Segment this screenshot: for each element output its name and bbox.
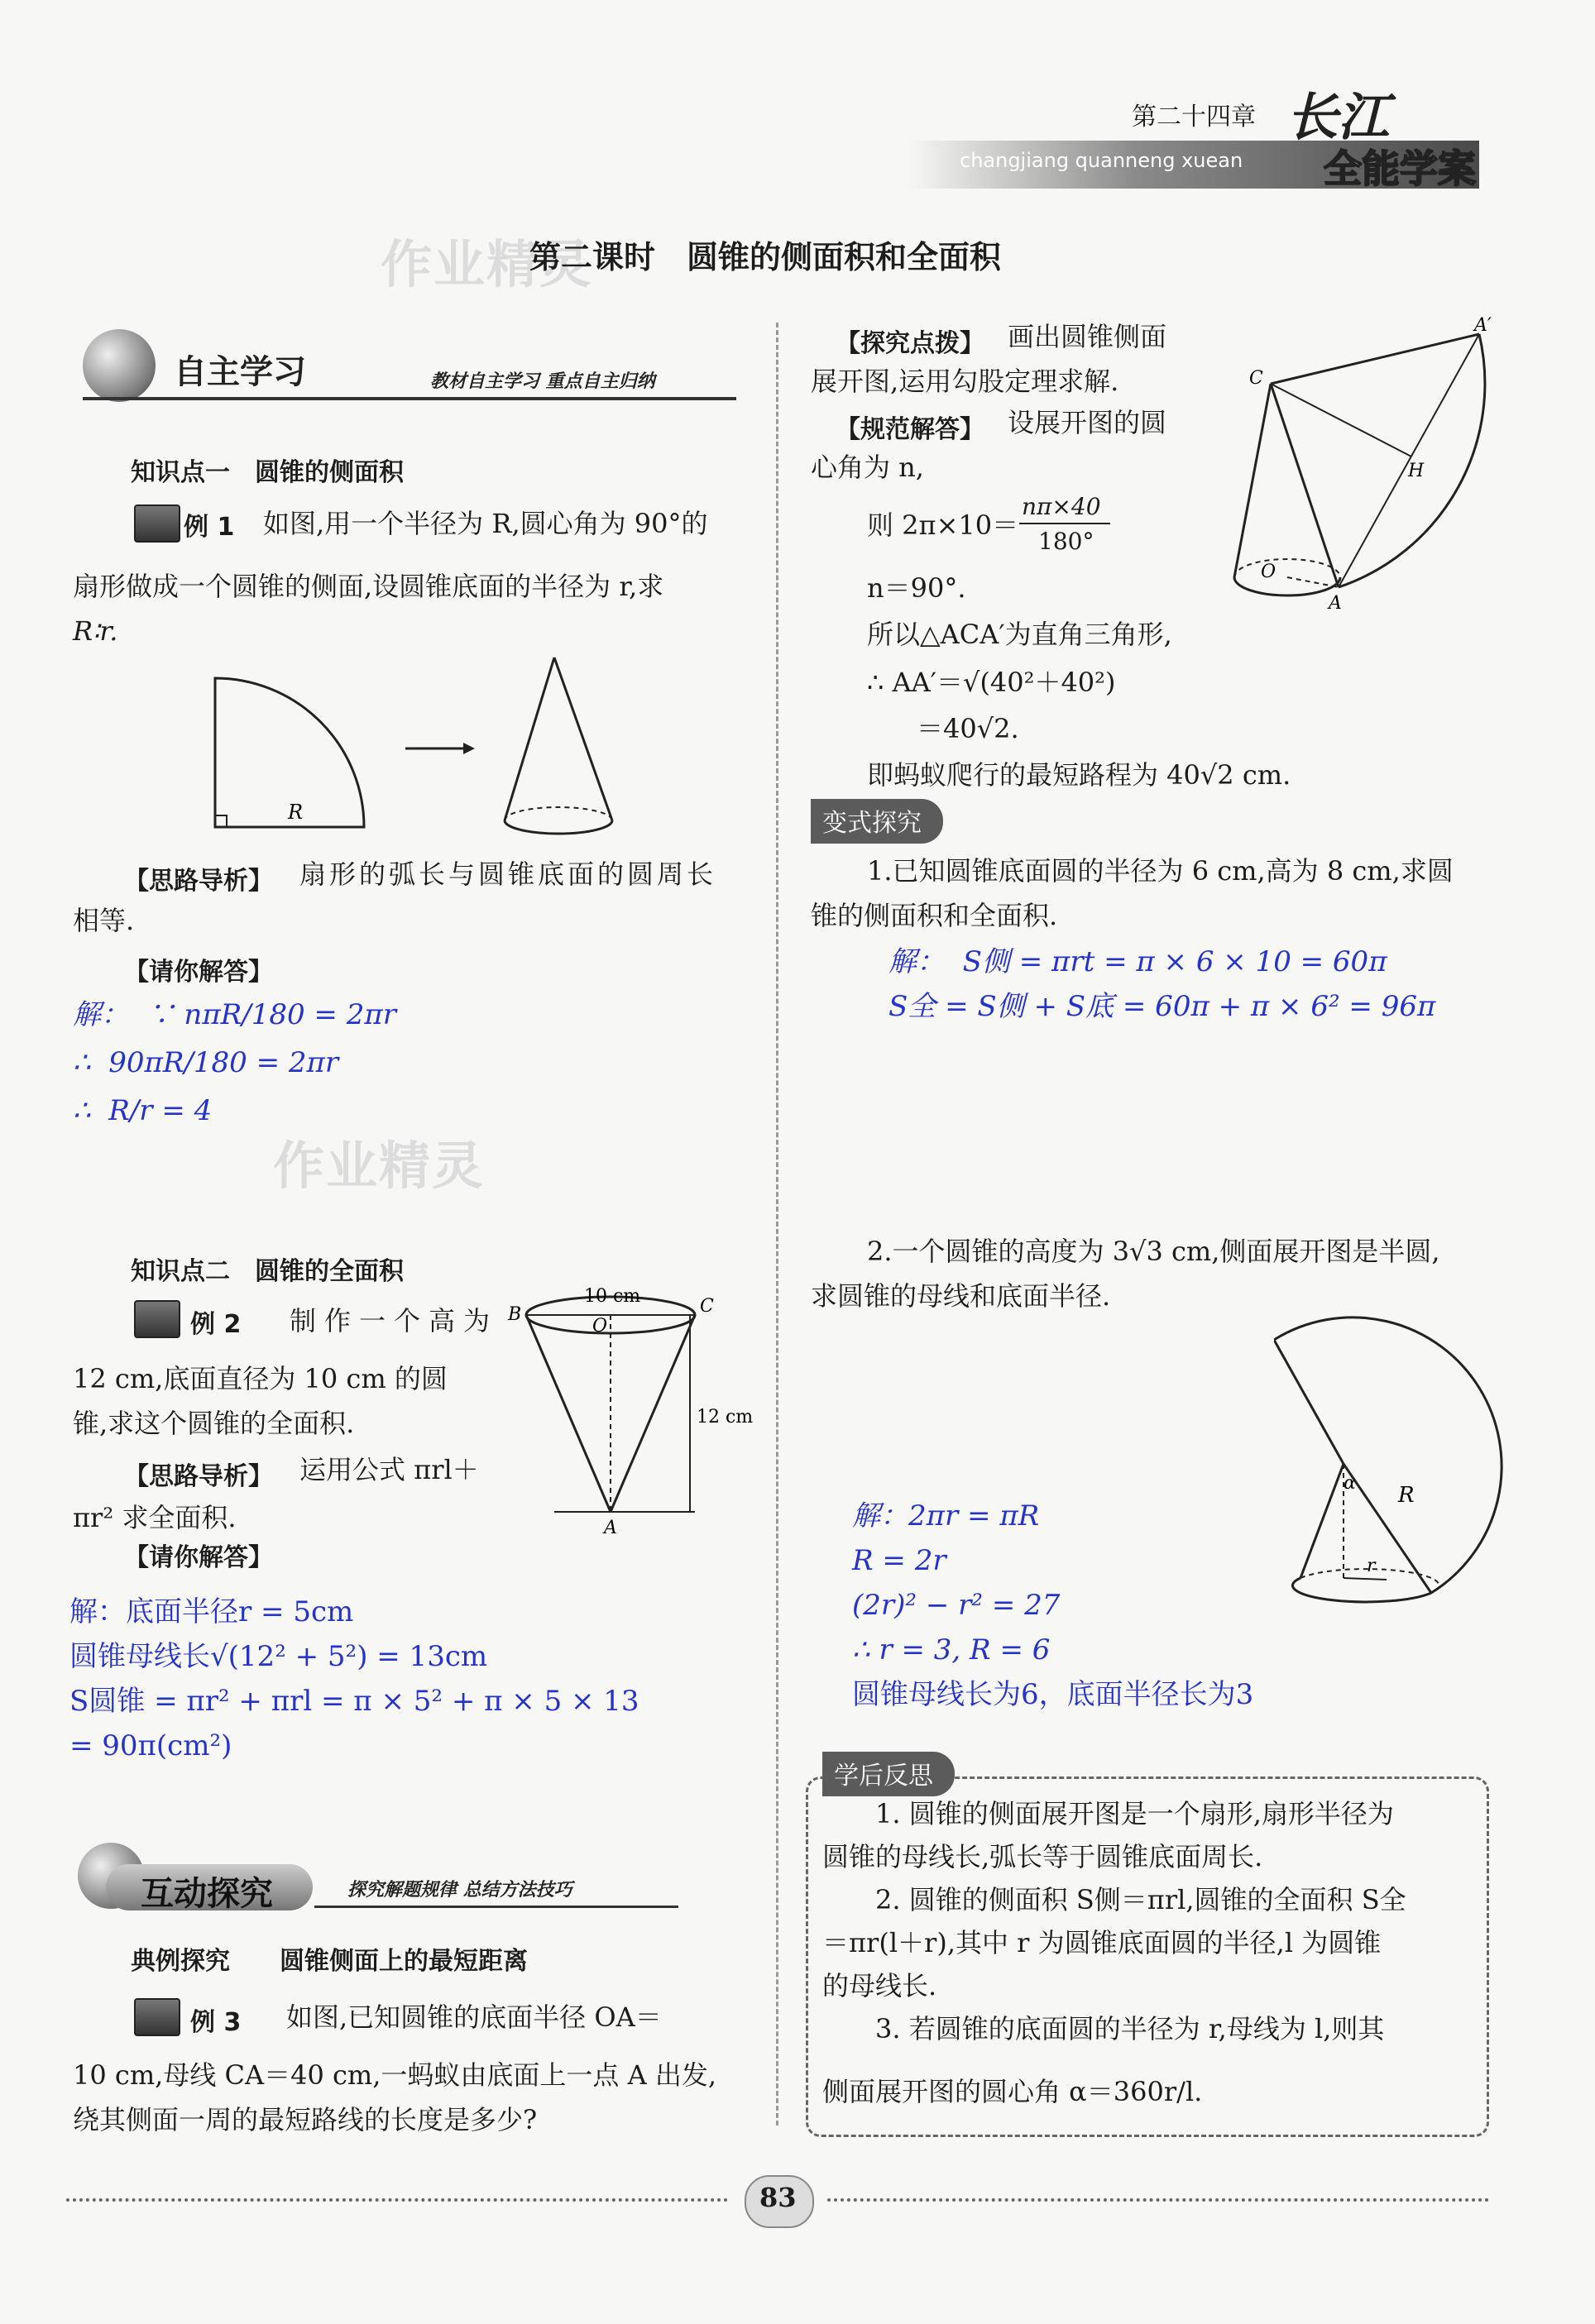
point-O: O xyxy=(592,1316,608,1337)
knowledge-point-2: 知识点二 圆锥的全面积 xyxy=(131,1257,404,1286)
cone-base-front xyxy=(505,820,612,834)
figure-semicircle-cone xyxy=(1274,1315,1506,1613)
angle-alpha: α xyxy=(1344,1473,1356,1494)
solution-text: 则 2π×10＝ xyxy=(867,509,1019,541)
sector-radius-label: R xyxy=(288,801,304,824)
handwritten-answer: (2r)² − r² = 27 xyxy=(852,1589,1061,1622)
probe-text: 画出圆锥侧面 xyxy=(1008,321,1167,352)
arrow-head xyxy=(463,743,475,754)
variant-2-text: 2.一个圆锥的高度为 3√3 cm,侧面展开图是半圆, xyxy=(867,1236,1440,1267)
semicircle-radius xyxy=(1274,1340,1344,1464)
section-subtitle: 教材自主学习 重点自主归纳 xyxy=(430,371,655,392)
label-r: r xyxy=(1367,1556,1376,1576)
handwritten-answer: 解： S侧 = πrt = π × 6 × 10 = 60π xyxy=(889,945,1387,978)
top-diameter-label: 10 cm xyxy=(584,1286,641,1307)
handwritten-answer: ∴ 90πR/180 = 2πr xyxy=(73,1046,339,1079)
point-A: A xyxy=(1329,593,1342,612)
right-angle-mark xyxy=(215,815,227,827)
typical-example-heading: 典例探究 圆锥侧面上的最短距离 xyxy=(131,1947,528,1976)
example-icon xyxy=(134,1998,180,2036)
hint-label: 【思路导析】 xyxy=(124,867,273,896)
variant-1-text: 1.已知圆锥底面圆的半径为 6 cm,高为 8 cm,求圆 xyxy=(867,855,1454,887)
solution-text: n＝90°. xyxy=(867,572,966,604)
variant-2-text: 求圆锥的母线和底面半径. xyxy=(811,1280,1111,1312)
hint-text: 相等. xyxy=(73,905,135,936)
handwritten-answer: 解：2πr = πR xyxy=(852,1499,1040,1533)
solution-text: 心角为 n, xyxy=(811,452,924,483)
cone-base-front xyxy=(1292,1578,1431,1602)
reflection-line: 圆锥的母线长,弧长等于圆锥底面周长. xyxy=(822,1841,1263,1872)
handwritten-answer: = 90π(cm²) xyxy=(69,1729,232,1762)
reflection-line: 1. 圆锥的侧面展开图是一个扇形,扇形半径为 xyxy=(875,1798,1394,1829)
semicircle-arc xyxy=(1274,1317,1502,1593)
page-number: 83 xyxy=(759,2182,797,2213)
generatrix-CA1 xyxy=(1271,334,1479,384)
fraction-denominator: 180° xyxy=(1038,528,1094,555)
section-underline xyxy=(314,1906,678,1908)
radius-OA xyxy=(1287,577,1339,587)
knowledge-point-1: 知识点一 圆锥的侧面积 xyxy=(131,458,404,487)
height-label: 12 cm xyxy=(697,1407,754,1427)
cone-left-slant xyxy=(1234,384,1271,577)
cone-base-front xyxy=(1234,577,1340,595)
point-A-prime: A′ xyxy=(1474,315,1492,336)
standard-solution-label: 【规范解答】 xyxy=(836,415,984,444)
reflection-line: 2. 圆锥的侧面积 S侧＝πrl,圆锥的全面积 S全 xyxy=(875,1884,1406,1915)
cone-outline xyxy=(505,658,612,820)
handwritten-answer: R = 2r xyxy=(852,1544,946,1577)
reflection-line: ＝πr(l＋r),其中 r 为圆锥底面圆的半径,l 为圆锥 xyxy=(822,1927,1382,1958)
example-icon xyxy=(134,504,180,543)
reflection-line: 3. 若圆锥的底面圆的半径为 r,母线为 l,则其 xyxy=(875,2013,1385,2044)
example-icon xyxy=(134,1300,180,1338)
watermark: 作业精灵 xyxy=(381,234,593,294)
cone-base-back xyxy=(505,807,612,820)
example-2-label: 例 2 xyxy=(190,1310,242,1339)
slant-right xyxy=(611,1315,695,1512)
solution-text: 所以△ACA′为直角三角形, xyxy=(867,619,1172,650)
cone-base-back xyxy=(1234,559,1340,577)
variant-1-text: 锥的侧面积和全面积. xyxy=(811,900,1058,931)
section-subtitle: 探究解题规律 总结方法技巧 xyxy=(347,1880,572,1901)
radius-r xyxy=(1344,1578,1387,1580)
watermark: 作业精灵 xyxy=(273,1136,486,1196)
answer-label: 【请你解答】 xyxy=(124,958,273,987)
fraction-bar xyxy=(1019,523,1110,524)
section-title-self-study: 自主学习 xyxy=(174,353,306,391)
slant-left xyxy=(526,1315,611,1512)
figure-cone-inverted xyxy=(505,1282,769,1538)
label-R: R xyxy=(1398,1483,1415,1508)
section-title-interactive: 互动探究 xyxy=(141,1875,273,1913)
example-2-text: 锥,求这个圆锥的全面积. xyxy=(73,1408,355,1439)
example-1-text: 扇形做成一个圆锥的侧面,设圆锥底面的半径为 r,求 xyxy=(73,571,664,602)
example-3-label: 例 3 xyxy=(190,2008,242,2037)
probe-label: 【探究点拨】 xyxy=(836,329,984,358)
hint-text: 扇形的弧长与圆锥底面的圆周长 xyxy=(299,858,717,890)
handwritten-answer: S全 = S侧 + S底 = 60π + π × 6² = 96π xyxy=(889,990,1436,1023)
point-B: B xyxy=(508,1304,522,1325)
chapter-label: 第二十四章 xyxy=(1132,103,1256,132)
hint-label: 【思路导析】 xyxy=(124,1462,273,1491)
handwritten-answer: 圆锥母线长为6，底面半径长为3 xyxy=(852,1678,1254,1711)
globe-icon xyxy=(83,329,156,402)
footer-line-right xyxy=(827,2198,1489,2202)
solution-text: 设展开图的圆 xyxy=(1008,407,1167,438)
hint-text: πr² 求全面积. xyxy=(73,1502,237,1533)
solution-text: ∴ AA′＝√(40²＋40²) xyxy=(867,667,1116,698)
example-2-text: 12 cm,底面直径为 10 cm 的圆 xyxy=(73,1363,448,1394)
brand-pinyin: changjiang quanneng xuean xyxy=(960,149,1243,172)
point-C: C xyxy=(1249,368,1263,389)
lesson-title: 第二课时 圆锥的侧面积和全面积 xyxy=(529,239,1002,275)
reflection-tag: 学后反思 xyxy=(822,1752,955,1796)
point-A: A xyxy=(604,1518,617,1538)
example-2-text: 制作一个高为 xyxy=(290,1305,499,1337)
brand-name: 全能学案 xyxy=(1324,146,1476,191)
handwritten-answer: S圆锥 = πr² + πrl = π × 5² + π × 5 × 13 xyxy=(69,1685,639,1718)
probe-text: 展开图,运用勾股定理求解. xyxy=(811,366,1119,397)
point-C: C xyxy=(700,1296,714,1317)
answer-label: 【请你解答】 xyxy=(124,1543,273,1572)
figure-sector-to-cone xyxy=(199,645,645,844)
brand-logo: 长江 xyxy=(1286,87,1390,147)
hint-text: 运用公式 πrl＋ xyxy=(299,1454,479,1485)
solution-text: 即蚂蚁爬行的最短路程为 40√2 cm. xyxy=(867,759,1291,791)
handwritten-answer: 解：底面半径r = 5cm xyxy=(69,1595,354,1628)
footer-line-left xyxy=(66,2198,728,2202)
handwritten-answer: ∴ R/r = 4 xyxy=(73,1094,213,1127)
cone-left-slant xyxy=(1300,1464,1344,1578)
reflection-line: 的母线长. xyxy=(822,1970,937,2001)
handwritten-answer: 解： ∵ nπR/180 = 2πr xyxy=(73,998,396,1031)
point-O: O xyxy=(1261,562,1276,582)
example-3-text: 绕其侧面一周的最短路线的长度是多少? xyxy=(73,2104,538,2135)
example-3-text: 如图,已知圆锥的底面半径 OA＝ xyxy=(286,2001,662,2033)
example-1-text: R∶r. xyxy=(73,615,118,647)
column-divider xyxy=(776,323,778,2126)
figure-cone-unfolded xyxy=(1216,314,1497,612)
variant-tag: 变式探究 xyxy=(811,799,943,844)
solution-text: ＝40√2. xyxy=(917,713,1019,744)
reflection-line: 侧面展开图的圆心角 α＝360r/l. xyxy=(822,2076,1203,2107)
example-1-text: 如图,用一个半径为 R,圆心角为 90°的 xyxy=(263,508,708,539)
example-3-text: 10 cm,母线 CA＝40 cm,一蚂蚁由底面上一点 A 出发, xyxy=(73,2059,717,2091)
section-underline xyxy=(83,397,736,400)
point-H: H xyxy=(1408,461,1425,481)
example-1-label: 例 1 xyxy=(184,513,235,542)
handwritten-answer: ∴ r = 3, R = 6 xyxy=(852,1633,1051,1666)
fraction-numerator: nπ×40 xyxy=(1022,493,1101,520)
handwritten-answer: 圆锥母线长√(12² + 5²) = 13cm xyxy=(69,1640,488,1673)
